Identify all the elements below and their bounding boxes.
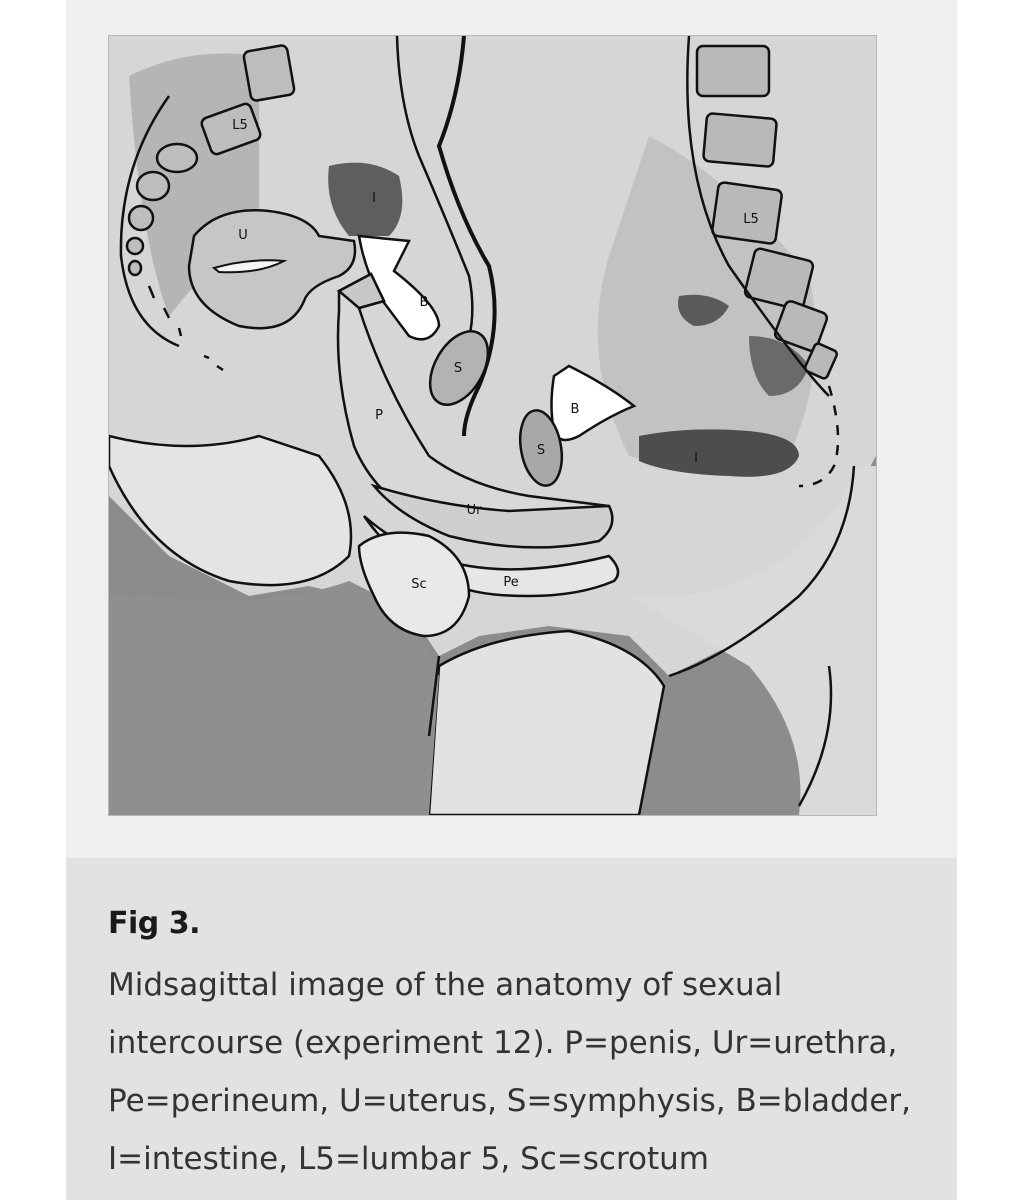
label-bladder-right: B	[570, 402, 580, 417]
label-bladder-left: B	[419, 295, 429, 310]
caption-line: Midsagittal image of the anatomy of sexual	[108, 967, 783, 1003]
caption-line: I=intestine, L5=lumbar 5, Sc=scrotum	[108, 1141, 710, 1177]
caption-line: Pe=perineum, U=uterus, S=symphysis, B=bladder,	[108, 1083, 912, 1119]
caption-panel	[66, 858, 957, 1200]
figure-caption	[108, 956, 912, 1188]
mri-illustration	[109, 36, 876, 815]
caption-line: intercourse (experiment 12). P=penis, Ur=urethra,	[108, 1025, 898, 1061]
label-urethra: Ur	[466, 503, 482, 518]
label-l5-right: L5	[743, 212, 759, 227]
label-symphysis-left: S	[453, 361, 463, 376]
figure-label: Fig 3.	[108, 906, 200, 941]
label-l5-left: L5	[232, 118, 248, 133]
mri-figure	[108, 35, 877, 816]
label-uterus: U	[238, 228, 248, 243]
label-intestine-top: I	[372, 191, 376, 206]
label-intestine-right: I	[694, 451, 698, 466]
label-scrotum: Sc	[411, 577, 427, 592]
label-symphysis-right: S	[536, 443, 546, 458]
label-perineum: Pe	[503, 575, 519, 590]
label-penis: P	[375, 408, 383, 423]
